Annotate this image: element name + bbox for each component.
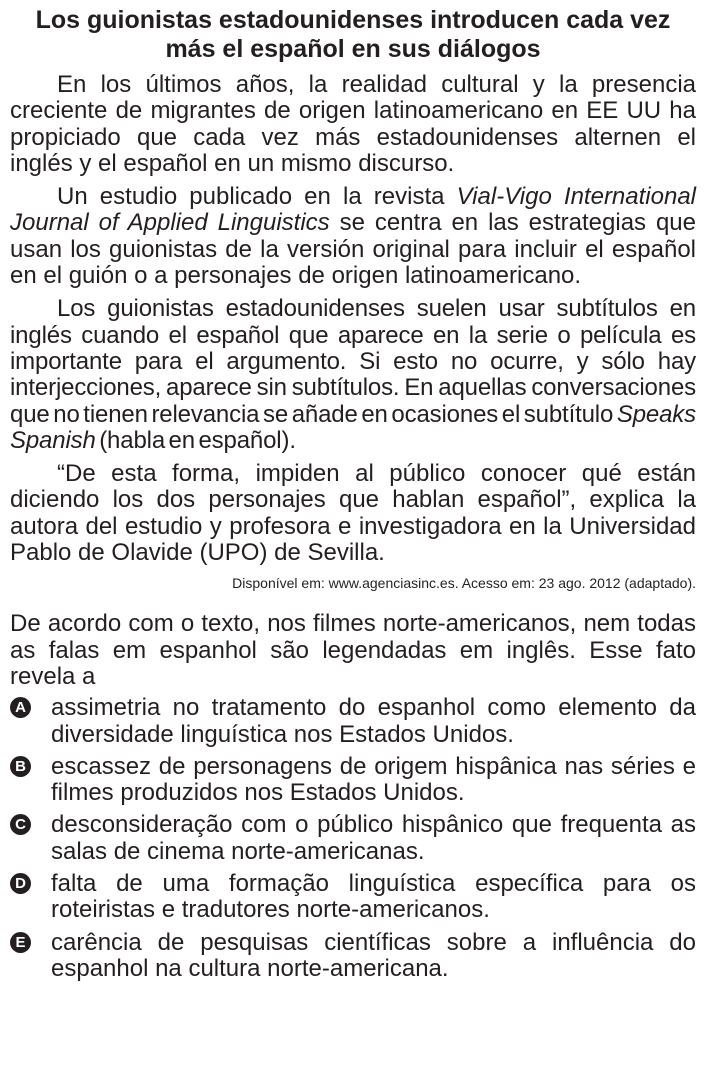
option-d-text: falta de uma formação linguística específica para os roteiristas e tradutores norte-americanos. [51,870,696,924]
option-e-text: carência de pesquisas científicas sobre a influência do espanhol na cultura norte-americana. [51,928,696,982]
option-e[interactable] [10,930,696,983]
article-paragraph-2 [10,184,696,289]
journal-name: Vial-Vigo International Journal of Applied Linguistics [10,183,697,237]
option-c-letter-badge: C [10,814,31,835]
article-paragraph-1: En los últimos años, la realidad cultural y la presencia creciente de migrantes de origen latinoamericano en EE UU ha propiciado que cada vez más estadounidenses alternen el inglés y el español en un mismo discurso. [10,71,696,177]
article-title-line-2: más el español en sus diálogos [165,35,541,63]
option-c-text: desconsideração com o público hispânico que frequenta as salas de cinema norte-americanas. [51,811,696,865]
paragraph-2-text-end: se centra en las estrategias que usan los guionistas de la versión original para incluir el español en el guión o a personajes de origen latinoamericano. [10,209,696,290]
option-b-text: escassez de personagens de origem hispânica nas séries e filmes produzidos nos Estados Unidos. [51,752,696,807]
option-a[interactable] [10,695,696,748]
option-e-letter-badge: E [10,932,31,953]
paragraph-2-text-start: Un estudio publicado en la revista [57,183,457,211]
article-paragraph-3 [10,296,696,454]
option-d[interactable] [10,871,696,924]
article-title [10,6,696,64]
answer-options [10,695,696,982]
option-b-letter-badge: B [10,756,31,777]
paragraph-3-text-end: (habla en español). [95,426,296,454]
subtitle-term: Speaks Spanish [10,400,696,454]
article-paragraph-4: “De esta forma, impiden al público conocer qué están diciendo los dos personajes que hablan español”, explica la autora del estudio y profesora e investigadora en la Universidad Pablo de Olavide (UPO) de Sevilla. [10,460,696,567]
option-d-letter-badge: D [10,873,31,894]
question-stem: De acordo com o texto, nos filmes norte-americanos, nem todas as falas em espanhol são legendadas em inglês. Esse fato revela a [10,610,696,690]
source-citation: Disponível em: www.agenciasinc.es. Acesso em: 23 ago. 2012 (adaptado). [232,575,696,592]
option-b[interactable] [10,754,696,807]
option-a-text: assimetria no tratamento do espanhol como elemento da diversidade linguística nos Estados Unidos. [51,694,696,748]
option-c[interactable] [10,812,696,865]
paragraph-3-text-start: Los guionistas estadounidenses suelen usar subtítulos en inglés cuando el español que aparece en la serie o película es importante para el argumento. Si esto no ocurre, y sólo hay interjecciones, aparece sin subtítulos. En aquellas conversaciones que no tienen relevancia se añade en ocasiones el subtítulo [10,295,696,428]
article-title-line-1: Los guionistas estadounidenses introducen cada vez [35,6,671,34]
option-a-letter-badge: A [10,697,31,718]
